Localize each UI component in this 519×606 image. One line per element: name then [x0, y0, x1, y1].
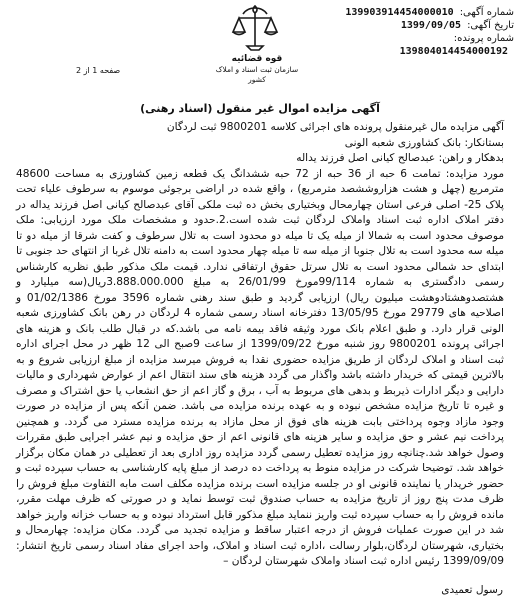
meta-row-notice-number [268, 6, 514, 19]
page-number: صفحه 1 از 2 [76, 66, 121, 75]
meta-row-file-number-label [268, 32, 514, 45]
notice-paragraph: بستانکار: بانک کشاورزی شعبه الونی [344, 136, 504, 149]
notice-paragraph: مورد مزایده: تمامت 6 حبه از 36 حبه از 72 حبه ششدانگ یک قطعه زمین کشاورزی به مساحت 48600 مترمربع (چهل و هشت هزاروششصد مترمربع) ، واقع شده در اراضی برجوئی موسوم به سرطوف علیاء تحت پلاک 25- اصلی فرعی استان چهارمحال وبختیاری بخش ده ثبت ملکی آقای عبدصالح کیانی اصل فرزند یداله در دفتر املاک اداره ثبت اسناد واملاک لردگان ثبت شده است.2.حدود و مشخصات ملک مورد ارزیابی: ملک موصوف محدود است به شمالا از میله یک تا میله دو محدود است به تلال سرطوف و کفت شرقا از میله دو تا میله سه محدود است به تلال جنوبا از میله سه تا میله چهار محدود است به دامنه تلال غربا از انتهای حد جنوبی تا ابتدای حد شمالی محدود است به تلال سرتل حقوق ارتفاقی ندارد. قیمت ملک مذکور طبق نظریه کارشناس رسمی دادگستری به شماره 99/114مورخ 26/01/99 به مبلغ 3.888.000.000ریال(سه میلیارد و هشتصدوهشتادوهشت میلیون ریال) ارزیابی گردید و طبق سند رهنی شماره 3596 مورخ 01/02/1386 و اصلاحیه های 29779 مورخ 13/05/95 دفترخانه اسناد رسمی شماره 4 لردگان در رهن بانک کشاورزی شعبه الونی قرار دارد. و طبق اعلام بانک مورد وثیقه فاقد بیمه نامه می باشد.که در قبال طلب بانک و هزینه های اجرائی پرونده 9800201 روز شنبه مورخ 1399/09/22 از ساعت 9صبح الی 12 ظهر در محل اجرای اداره ثبت اسناد و املاک لردگان از طریق مزایده حضوری نقدا به فروش میرسد مزایده از مبلغ ارزیابی شروع و به بالاترین قیمتی که خریدار داشته باشد واگذار می گردد هزینه های سند انتقال اعم از عوارض شهرداری و مالیات دارایی و دیگر ادارات ذیربط و بدهی های مربوط به آب ، برق و گاز اعم از حق انشعاب یا حق اشتراک و مصرف و غیره تا تاریخ مزایده مشخص نبوده و به عهده برنده مزایده می باشد. ضمن آنکه پس از مزایده در صورت وجود مازاد وجوه پرداختی بابت هزینه های فوق از محل مازاد به برنده مزایده مسترد می گردد. و همچنین پرداخت نیم عشر و حق مزایده و سایر هزینه های قانونی اعم از حق مزایده و نیم عشر اجرایی طبق مقررات وصول خواهد شد.چنانچه روز مزایده تعطیل رسمی گردد مزایده روز اداری بعد از تعطیلی در همان مکان برگزار خواهد شد. توضیحا شرکت در مزایده منوط به پرداخت ده درصد از مبلغ پایه کارشناسی به حساب سپرده ثبت و حضور خریدار یا نماینده قانونی او در جلسه مزایده است برنده مزایده مکلف است مابه التفاوت مبلغ فروش را ظرف مدت پنج روز از تاریخ مزایده به حساب صندوق ثبت توسط نماید و در صورتی که ظرف مهلت مقرر، مانده فروش را به حساب سپرده ثبت واریز ننماید مبلغ مذکور قابل استرداد نبوده و به حساب خزانه واریز خواهد شد در این صورت عملیات فروش از درجه اعتبار ساقط و مزایده تجدید می گردد. مکان مزایده: چهارمحال و بختیاری، شهرستان لردگان،بلوار رسالت ،اداره ثبت اسناد و املاک، واحد اجرای مفاد اسناد رسمی تاریخ انتشار: 1399/09/09 رئیس اداره ثبت اسناد واملاک شهرستان لردگان – [16, 167, 505, 567]
meta-value: 1399/09/05 [400, 20, 462, 31]
org-line-judiciary: قوه قضائیه [231, 54, 283, 64]
org-line-registration: سازمان ثبت اسناد و املاک کشور [215, 65, 299, 84]
meta-row-file-number [268, 45, 514, 58]
notice-body [16, 120, 504, 570]
meta-label: شماره آگهی: [459, 7, 514, 18]
meta-label: تاریخ آگهی: [467, 20, 514, 31]
notice-paragraph: بدهکار و راهن: عبدصالح کیانی اصل فرزند یداله [296, 152, 504, 164]
judiciary-emblem-icon [225, 4, 285, 56]
notice-title: آگهی مزایده اموال غیر منقول (اسناد رهنی) [140, 102, 380, 115]
meta-value: 139903914454000010 [345, 7, 454, 18]
meta-value: 139804014454000192 [399, 46, 508, 57]
meta-label: شماره پرونده: [453, 33, 514, 44]
organization-name [214, 54, 300, 85]
meta-row-notice-date [268, 19, 514, 32]
notice-meta [268, 6, 514, 58]
signature-name: رسول تعمیدی [441, 584, 503, 596]
notice-paragraph: آگهی مزایده مال غیرمنقول پرونده های اجرائی کلاسه 9800201 ثبت لردگان [166, 121, 504, 133]
